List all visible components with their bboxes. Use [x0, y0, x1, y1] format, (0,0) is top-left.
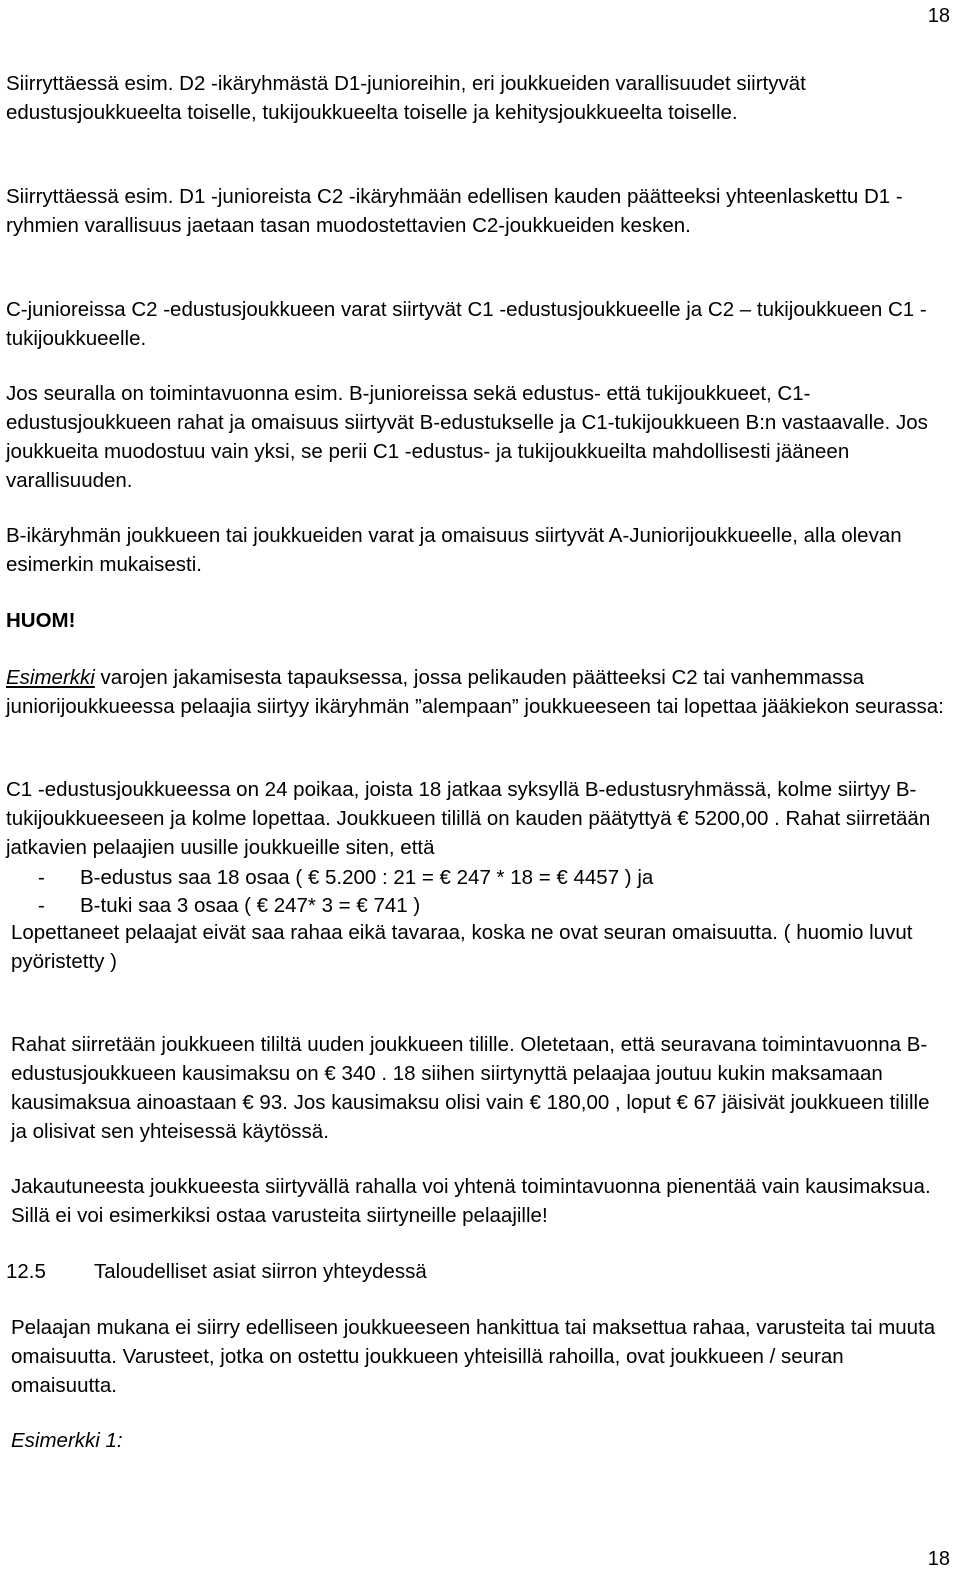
paragraph-money-transfer: Rahat siirretään joukkueen tililtä uuden joukkueen tilille. Oletetaan, että seuravana toimintavuonna B-edustusjoukkueen kausimaksu on € 340 . 18 siihen siirtynyttä pelaajaa joutuu kukin maksamaan kausimaksua ainoastaan € 93. Jos kausimaksu olisi vain € 180,00 , loput € 67 jäisivät joukkueen tilille ja olisivat sen yhteisessä käytössä.	[11, 1033, 930, 1143]
example-label: Esimerkki	[6, 666, 95, 689]
paragraph-quitting-players: Lopettaneet pelaajat eivät saa rahaa eikä tavaraa, koska ne ovat seuran omaisuutta. ( huomio luvut pyöristetty )	[11, 921, 913, 973]
list-item-text: B-tuki saa 3 osaa ( € 247* 3 = € 741 )	[80, 894, 421, 917]
list-dash: -	[38, 894, 45, 917]
section-heading	[6, 1257, 950, 1286]
list-item	[38, 891, 420, 920]
paragraph-b-juniors: Jos seuralla on toimintavuonna esim. B-junioreissa sekä edustus- että tukijoukkueet, C1- edustusjoukkueen rahat ja omaisuus siirtyvät B-edustukselle ja C1-tukijoukkueen B:n vastaavalle. Jos joukkueita muodostuu vain yksi, se perii C1 -edustus- ja tukijoukkueilta mahdollisesti jääneen varallisuuden.	[6, 382, 928, 492]
example-1-label: Esimerkki 1:	[11, 1429, 123, 1452]
list-dash: -	[38, 866, 45, 889]
example-intro-text: varojen jakamisesta tapauksessa, jossa pelikauden päätteeksi C2 tai vanhemmassa juniorijoukkueessa pelaajia siirtyy ikäryhmän ”alempaan” joukkueeseen tai lopettaa jääkiekon seurassa:	[6, 666, 944, 718]
list-item-text: B-edustus saa 18 osaa ( € 5.200 : 21 = € 247 * 18 = € 4457 ) ja	[80, 866, 654, 889]
paragraph-example-intro	[6, 663, 950, 721]
paragraph-b-age-group: B-ikäryhmän joukkueen tai joukkueiden varat ja omaisuus siirtyvät A-Juniorijoukkueelle, alla olevan esimerkin mukaisesti.	[6, 524, 902, 576]
list-item	[38, 863, 653, 892]
paragraph-player-property: Pelaajan mukana ei siirry edelliseen joukkueeseen hankittua tai maksettua rahaa, varusteita tai muuta omaisuutta. Varusteet, jotka on ostettu joukkueen yhteisillä rahoilla, ovat joukkueen / seuran omaisuutta.	[11, 1316, 936, 1397]
paragraph-c-juniors: C-junioreissa C2 -edustusjoukkueen varat siirtyvät C1 -edustusjoukkueelle ja C2 – tukijoukkueen C1 -tukijoukkueelle.	[6, 298, 927, 350]
page-number-top: 18	[927, 5, 950, 27]
paragraph-d1-to-c2: Siirryttäessä esim. D1 -junioreista C2 -ikäryhmään edellisen kauden päätteeksi yhteenlaskettu D1 -ryhmien varallisuus jaetaan tasan muodostettavien C2-joukkueiden kesken.	[6, 185, 903, 237]
page-number-bottom: 18	[927, 1548, 950, 1570]
section-title: Taloudelliset asiat siirron yhteydessä	[94, 1260, 427, 1283]
paragraph-split-team: Jakautuneesta joukkueesta siirtyvällä rahalla voi yhtenä toimintavuonna pienentää vain kausimaksua. Sillä ei voi esimerkiksi ostaa varusteita siirtyneille pelaajille!	[11, 1175, 931, 1227]
paragraph-age-group-transfer: Siirryttäessä esim. D2 -ikäryhmästä D1-junioreihin, eri joukkueiden varallisuudet siirtyvät edustusjoukkueelta toiselle, tukijoukkueelta toiselle ja kehitysjoukkueelta toiselle.	[6, 72, 806, 124]
section-number: 12.5	[6, 1260, 46, 1283]
notice-heading: HUOM!	[6, 609, 76, 632]
paragraph-c1-team-example: C1 -edustusjoukkueessa on 24 poikaa, joista 18 jatkaa syksyllä B-edustusryhmässä, kolme siirtyy B-tukijoukkueeseen ja kolme lopettaa. Joukkueen tilillä on kauden päätyttyä € 5200,00 . Rahat siirretään jatkavien pelaajien uusille joukkueille siten, että	[6, 778, 931, 859]
